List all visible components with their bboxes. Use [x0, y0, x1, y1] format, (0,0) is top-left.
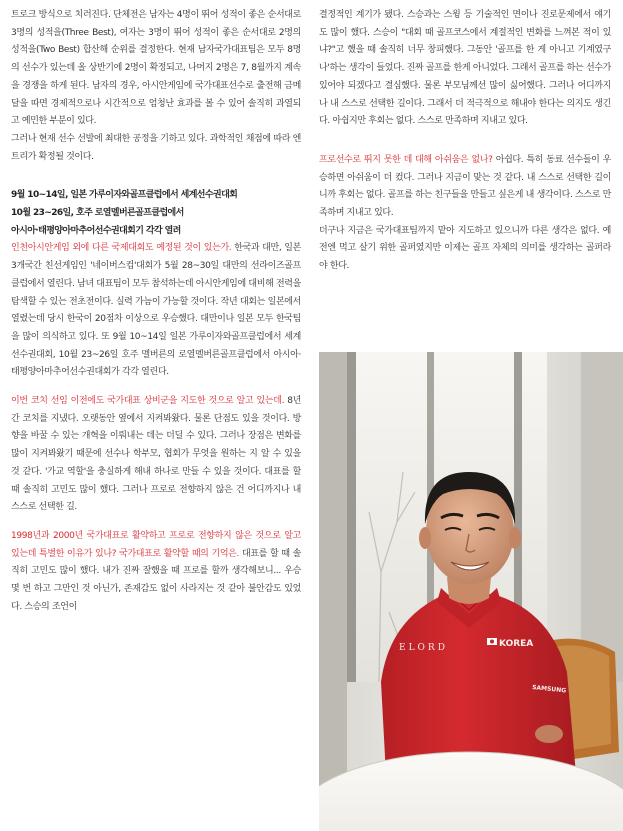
spacer	[11, 166, 301, 187]
spacer	[11, 382, 301, 393]
shirt-logo-text: ELORD	[399, 643, 448, 653]
subheading-line: 아시아·태평양아마추어선수권대회기 각각 열려	[11, 225, 181, 236]
interview-question: 인천아시안게임 외에 다른 국제대회도 예정된 것이 있는가.	[11, 243, 232, 254]
interview-answer: 대표를 할 때 솔직히 고민도 많이 했다. 내가 진짜 잘했을 때 프로를 할까 생각해보니... 우승 몇 번 하고 그만인 것 아닌가, 존재감도 없이 사라지는 것 같아 불안감도 있었다. 스승의 조언이	[11, 548, 301, 612]
qa-paragraph	[11, 240, 301, 382]
interview-answer: 8년간 코치를 지냈다. 오랫동안 옆에서 지켜봐왔다. 물론 단점도 있을 것이다. 방향을 바꿀 수 있는 개혁을 이뤄내는 데는 더딜 수 있다. 그러나 장점은 변화를 많이 지켜봐왔기 때문에 선수나 학부모, 협회가 무엇을 원하는 지 알 수 있을 것 같다. '가교 역할'을 충실하게 해내 하나로 만들 수 있을 것이다. 대표를 할 때 솔직히 고민도 많이 했다. 그러나 프로로 전향하지 않은 건 어디까지나 내 스스로 선택한 길.	[11, 396, 301, 513]
body-paragraph: 더구나 지금은 국가대표팀까지 맡아 지도하고 있으니까 다른 생각은 없다. 예전엔 먹고 살기 위한 골퍼였지만 이제는 골프 자체의 의미를 생각하는 골퍼라야 한다.	[319, 225, 611, 272]
spacer	[319, 131, 611, 152]
interview-answer: 아쉽다. 특히 동료 선수들이 우승하면 아쉬움이 더 컸다. 그러나 지금이 맞는 것 같다. 내 스스로 선택한 길이니까 후회는 없다. 골프를 하는 친구들을 만들고 싶은게 내 생각이다. 스스로 만족하며 지내고 있다.	[319, 154, 612, 219]
body-paragraph: 결정적인 계기가 됐다. 스승과는 스윙 등 기술적인 면이나 진로문제에서 얘기도 많이 했다. 스승이 "대회 때 골프코스에서 계절적인 변화를 느껴본 적이 있냐?"고 했을 때 솔직히 너무 창피했다. 그동안 '골프를 한 게 아니고 기계였구나'하는 생각이 들었다. 진짜 골프를 한게 아니었다. 그래서 골프를 하는 선수가 있어야 되겠다고 결심했다. 물론 부모님께선 많이 싫어했다. 그러나 어디까지나 내 스스로 선택한 길이다. 그래서 더 적극적으로 해내야 한다는 의지도 생긴다. 아쉽지만 후회는 없다. 스스로 만족하며 지내고 있다.	[319, 10, 611, 127]
interview-question: 이번 코치 선임 이전에도 국가대표 상비군을 지도한 것으로 알고 있는데.	[11, 396, 285, 407]
spacer	[11, 517, 301, 528]
interview-question: 프로선수로 뛰지 못한 데 대해 아쉬움은 없나?	[319, 154, 493, 165]
body-paragraph: 그러나 현재 선수 선발에 최대한 공정을 기하고 있다. 과학적인 채점에 따라 엔트리가 확정될 것이다.	[11, 133, 301, 162]
qa-paragraph	[319, 152, 611, 223]
body-paragraph: 트로크 방식으로 치러진다. 단체전은 남자는 4명이 뛰어 성적이 좋은 순서대로 3명의 성적을(Three Best), 여자는 3명이 뛰어 성적이 좋은 순서대로 2명의 성적을(Two Best) 합산해 순위를 결정한다. 현재 남자국가대표팀은 모두 8명의 선수가 있는데 올 상반기에 2명이 확정되고, 나머지 2명은 7, 8월까지 계속을 경쟁을 하게 된다. 남자의 경우, 아시안게임에 국가대표선수로 출전해 금메달을 따면 경제적으로나 시간적으로 엄청난 효과를 볼 수 있어 솔직히 과열되고 예민한 부분이 있다.	[11, 10, 301, 127]
subheading-line: 9월 10~14일, 일본 가루이자와골프클럽에서 세계선수권대회	[11, 190, 238, 201]
subheading-line: 10월 23~26일, 호주 로열멜버른골프클럽에서	[11, 208, 184, 219]
sleeve-sponsor-text: SAMSUNG	[531, 684, 567, 695]
korea-badge-text: KOREA	[499, 639, 534, 649]
interview-answer: 한국과 대만, 일본 3개국간 친선게임인 '네이버스컵'대회가 5월 28~30일 대만의 선라이즈골프클럽에서 열린다. 남녀 대표팀이 모두 참석하는데 아시안게임에 대비해 전력을 탐색할 수 있는 전초전이다. 실력 가늠이 가능할 것이다. 작년 대회는 일본에서 열렸는데 당시 한국이 20점차 이상으로 우승했다. 대만이나 일본 모두 한국팀을 많이 의식하고 있다. 또 9월 10~14일 일본 가루이자와골프클럽에서 세계선수권대회, 10월 23~26일 호주 멜버른의 로열멜버른골프클럽에서 아시아·태평양아마추어선수권대회가 각각 열린다.	[11, 243, 301, 378]
interview-question: 1998년과 2000년 국가대표로 활약하고 프로로 전향하지 않은 것으로 알고 있는데 특별한 이유가 있나? 국가대표로 활약할 때의 기억은.	[11, 530, 301, 559]
right-column	[319, 7, 611, 276]
qa-paragraph	[11, 528, 301, 617]
coach-portrait-photo	[319, 352, 623, 831]
section-subheading	[11, 187, 301, 240]
qa-paragraph	[11, 393, 301, 517]
left-column	[11, 7, 301, 617]
